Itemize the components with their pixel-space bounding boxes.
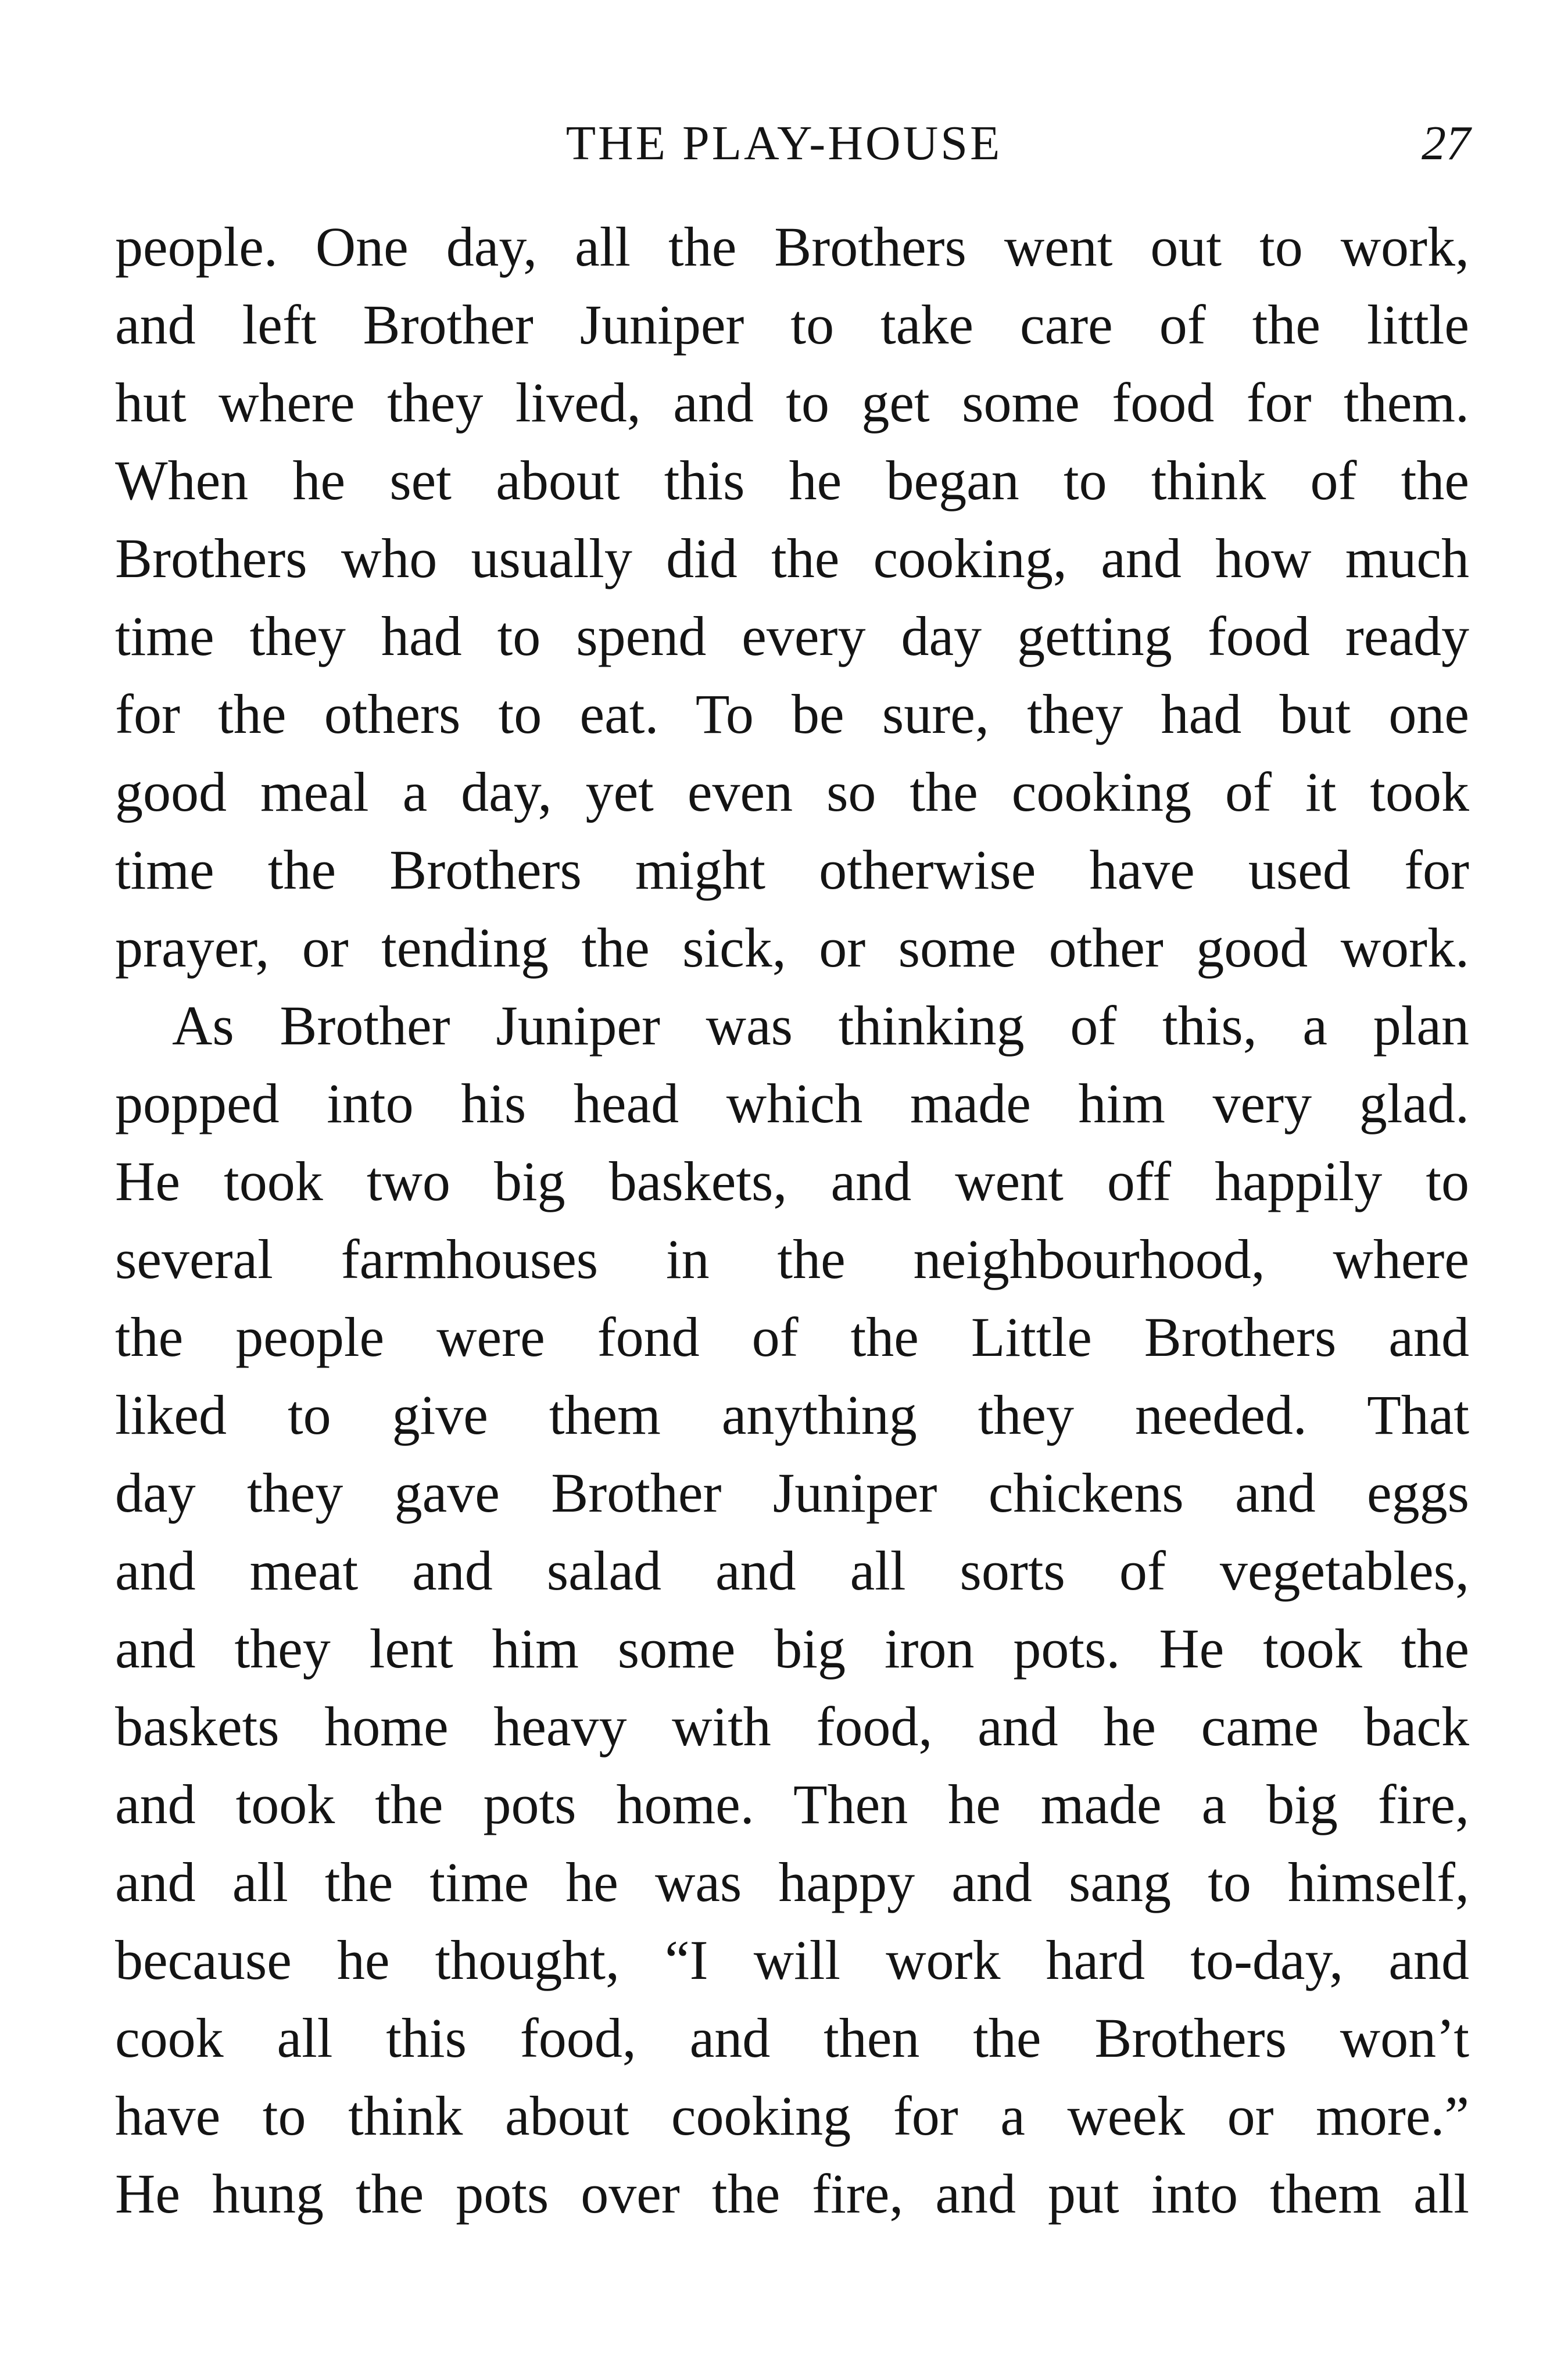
text-line: for the others to eat. To be sure, they had but one	[115, 683, 1469, 745]
text-line: cook all this food, and then the Brothers won’t	[115, 2007, 1469, 2069]
text-line: good meal a day, yet even so the cooking of it took	[115, 761, 1469, 823]
body-text	[115, 208, 1469, 2233]
text-line: time they had to spend every day getting food ready	[115, 605, 1469, 667]
text-line: He hung the pots over the fire, and put into them all	[115, 2163, 1469, 2225]
text-line: people. One day, all the Brothers went out to work,	[115, 216, 1469, 278]
running-head	[0, 112, 1568, 176]
text-line: hut where they lived, and to get some food for them.	[115, 371, 1469, 434]
running-title: THE PLAY-HOUSE	[565, 116, 1003, 170]
text-line: and took the pots home. Then he made a big fire,	[115, 1773, 1469, 1835]
text-line: and they lent him some big iron pots. He took the	[115, 1617, 1469, 1680]
text-line: and all the time he was happy and sang to himself,	[115, 1851, 1469, 1913]
text-line: because he thought, “I will work hard to-day, and	[115, 1929, 1469, 1991]
text-line: When he set about this he began to think of the	[115, 449, 1469, 511]
text-line: liked to give them anything they needed. That	[115, 1384, 1469, 1446]
text-line: He took two big baskets, and went off happily to	[115, 1150, 1469, 1212]
text-line: day they gave Brother Juniper chickens and eggs	[115, 1462, 1469, 1524]
text-line: time the Brothers might otherwise have used for	[115, 839, 1469, 901]
text-line: prayer, or tending the sick, or some other good work.	[115, 917, 1469, 979]
text-line: and left Brother Juniper to take care of the little	[115, 293, 1469, 356]
text-line: Brothers who usually did the cooking, and how much	[115, 527, 1469, 589]
page-number: 27	[1422, 116, 1470, 170]
text-line: have to think about cooking for a week or more.”	[115, 2085, 1469, 2147]
text-line: popped into his head which made him very glad.	[115, 1072, 1469, 1134]
text-line: several farmhouses in the neighbourhood, where	[115, 1228, 1469, 1290]
text-line: baskets home heavy with food, and he came back	[115, 1695, 1469, 1757]
text-line: and meat and salad and all sorts of vegetables,	[115, 1540, 1469, 1602]
paragraph-first-line: As Brother Juniper was thinking of this, a plan	[172, 994, 1469, 1057]
text-line: the people were fond of the Little Brothers and	[115, 1306, 1469, 1368]
